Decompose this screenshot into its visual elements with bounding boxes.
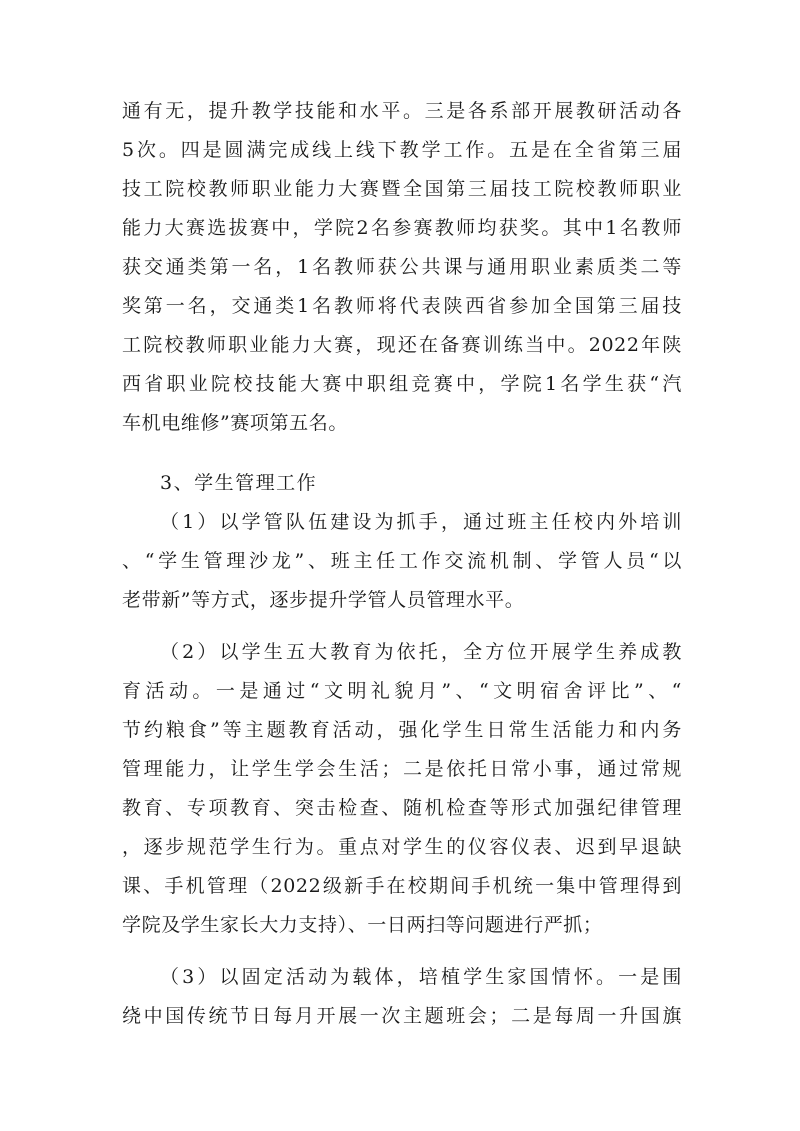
paragraph-first-line: （1）以学管队伍建设为抓手，通过班主任校内外培训 (160, 511, 682, 533)
text-line: 奖第一名，交通类1名教师将代表陕西省参加全国第三届技 (122, 295, 682, 317)
text-line: 绕中国传统节日每月开展一次主题班会；二是每周一升国旗 (122, 1005, 682, 1027)
text-line: 管理能力，让学生学会生活；二是依托日常小事，通过常规 (122, 758, 682, 780)
text-line: 节约粮食”等主题教育活动，强化学生日常生活能力和内务 (122, 719, 682, 741)
text-line: 工院校教师职业能力大赛，现还在备赛训练当中。2022年陕 (122, 334, 682, 356)
text-line: 育活动。一是通过“文明礼貌月”、“文明宿舍评比”、“ (122, 680, 682, 702)
text-line: 西省职业院校技能大赛中职组竞赛中，学院1名学生获“汽 (122, 373, 682, 395)
text-line: 车机电维修”赛项第五名。 (122, 412, 348, 434)
text-line: 技工院校教师职业能力大赛暨全国第三届技工院校教师职业 (122, 178, 682, 200)
text-line: 、“学生管理沙龙”、班主任工作交流机制、学管人员“以 (122, 550, 682, 572)
paragraph-first-line: （2）以学生五大教育为依托，全方位开展学生养成教 (160, 641, 682, 663)
text-line: 教育、专项教育、突击检查、随机检查等形式加强纪律管理 (122, 797, 682, 819)
text-line: 获交通类第一名，1名教师获公共课与通用职业素质类二等 (122, 256, 682, 278)
text-line: 能力大赛选拔赛中，学院2名参赛教师均获奖。其中1名教师 (122, 217, 682, 239)
text-line: 5次。四是圆满完成线上线下教学工作。五是在全省第三届 (122, 139, 682, 161)
paragraph-first-line: （3）以固定活动为载体，培植学生家国情怀。一是围 (160, 966, 682, 988)
section-heading: 3、学生管理工作 (160, 472, 318, 494)
text-line: 课、手机管理（2022级新手在校期间手机统一集中管理得到 (122, 875, 682, 897)
text-line: 通有无，提升教学技能和水平。三是各系部开展教研活动各 (122, 100, 682, 122)
text-line: 老带新”等方式，逐步提升学管人员管理水平。 (122, 589, 525, 611)
text-line: 学院及学生家长大力支持）、一日两扫等问题进行严抓； (122, 914, 603, 936)
text-line: ，逐步规范学生行为。重点对学生的仪容仪表、迟到早退缺 (122, 836, 682, 858)
